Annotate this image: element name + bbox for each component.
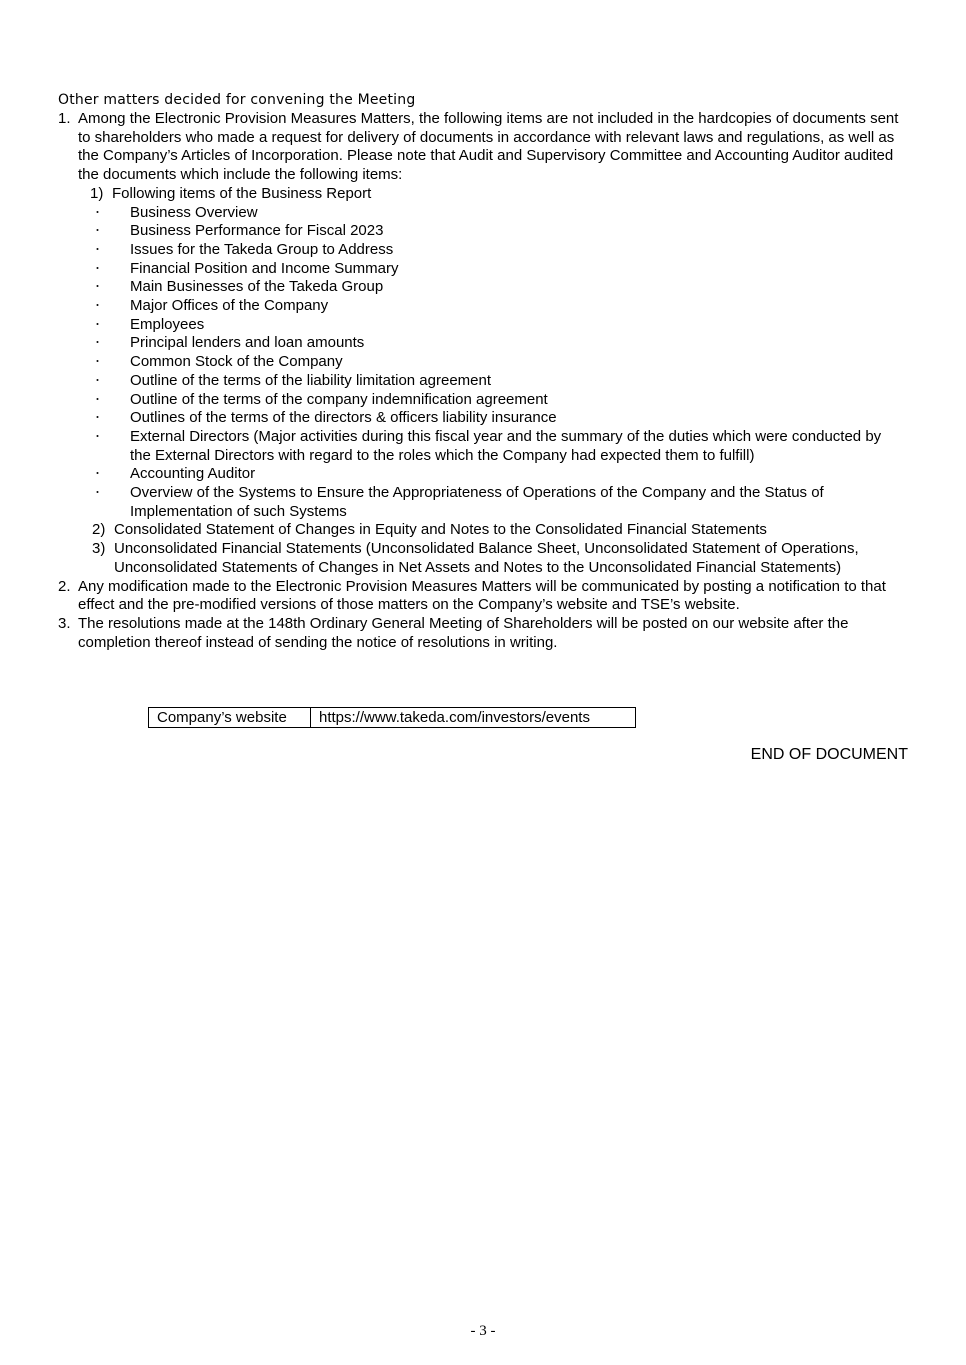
list-item: ・ Financial Position and Income Summary — [58, 260, 908, 279]
sub-item-number: 3) — [92, 540, 106, 558]
table-row — [149, 708, 636, 728]
list-item: ・ Accounting Auditor — [58, 465, 908, 484]
bullet-icon: ・ — [92, 243, 103, 256]
item-text: Among the Electronic Provision Measures Matters, the following items are not included in the hardcopies of documents sent to shareholders who made a request for delivery of documents in accordance with relevant laws and regulations, as well as the Company’s Articles of Incorporation. Please note that Audit and Supervisory Committee and Accounting Auditor audited the documents which include the following items: — [78, 110, 899, 184]
item-text: The resolutions made at the 148th Ordinary General Meeting of Shareholders will be posted on our website after the completion thereof instead of sending the notice of resolutions in writing. — [78, 614, 849, 651]
numbered-item-2 — [58, 578, 908, 615]
list-item: ・ Common Stock of the Company — [58, 353, 908, 372]
bullet-icon: ・ — [92, 430, 103, 443]
bullet-icon: ・ — [92, 225, 103, 238]
business-report-list — [58, 204, 908, 522]
list-item: ・ Principal lenders and loan amounts — [58, 334, 908, 353]
list-item: ・ Outline of the terms of the company indemnification agreement — [58, 391, 908, 410]
sub-item-1 — [90, 185, 908, 204]
website-label: Company’s website — [149, 708, 311, 728]
page-number: - 3 - — [470, 1323, 496, 1339]
bullet-icon: ・ — [92, 262, 103, 275]
list-item: ・ Business Overview — [58, 204, 908, 223]
bullet-icon: ・ — [92, 374, 103, 387]
bullet-icon: ・ — [92, 468, 103, 481]
list-item: ・ Business Performance for Fiscal 2023 — [58, 222, 908, 241]
bullet-icon: ・ — [92, 337, 103, 350]
item-number: 1. — [58, 110, 71, 127]
list-item: ・ Issues for the Takeda Group to Address — [58, 241, 908, 260]
website-url-link[interactable]: https://www.takeda.com/investors/events — [311, 708, 636, 728]
list-item: ・ Outline of the terms of the liability limitation agreement — [58, 372, 908, 391]
document-body — [58, 110, 908, 652]
bullet-icon: ・ — [92, 356, 103, 369]
list-item: ・ Main Businesses of the Takeda Group — [58, 278, 908, 297]
section-heading: Other matters decided for convening the Meeting — [58, 92, 416, 108]
list-item: ・ Overview of the Systems to Ensure the Appropriateness of Operations of the Company and the Status of Implementation of such Systems — [58, 484, 908, 521]
sub-item-number: 1) — [90, 184, 104, 202]
list-item: ・ External Directors (Major activities during this fiscal year and the summary of the duties which were conducted by the External Directors with regard to the roles which the Company had expected them to fulfill) — [58, 428, 908, 465]
bullet-icon: ・ — [92, 412, 103, 425]
sub-item-text: Unconsolidated Financial Statements (Unconsolidated Balance Sheet, Unconsolidated Statement of Operations, Unconsolidated Statements of Changes in Net Assets and Notes to the Unconsolidated Financial Statements) — [114, 540, 859, 576]
item-number: 3. — [58, 614, 71, 632]
sub-item-3 — [92, 540, 908, 577]
sub-item-text: Following items of the Business Report — [112, 184, 372, 202]
numbered-item-3 — [58, 615, 908, 652]
item-text: Any modification made to the Electronic Provision Measures Matters will be communicated by posting a notification to that effect and the pre-modified versions of those matters on the Company’s website and TSE’s website. — [78, 577, 886, 614]
list-item: ・ Major Offices of the Company — [58, 297, 908, 316]
bullet-icon: ・ — [92, 206, 103, 219]
end-of-document: END OF DOCUMENT — [750, 746, 908, 763]
bullet-icon: ・ — [92, 281, 103, 294]
sub-item-number: 2) — [92, 521, 106, 539]
bullet-icon: ・ — [92, 487, 103, 500]
sub-item-2 — [92, 521, 908, 540]
list-item: ・ Employees — [58, 316, 908, 335]
website-table — [148, 707, 636, 728]
bullet-icon: ・ — [92, 300, 103, 313]
item-number: 2. — [58, 577, 71, 595]
sub-item-text: Consolidated Statement of Changes in Equity and Notes to the Consolidated Financial Statements — [114, 521, 767, 539]
bullet-icon: ・ — [92, 318, 103, 331]
bullet-icon: ・ — [92, 393, 103, 406]
list-item: ・ Outlines of the terms of the directors & officers liability insurance — [58, 409, 908, 428]
numbered-item-1 — [58, 110, 908, 185]
